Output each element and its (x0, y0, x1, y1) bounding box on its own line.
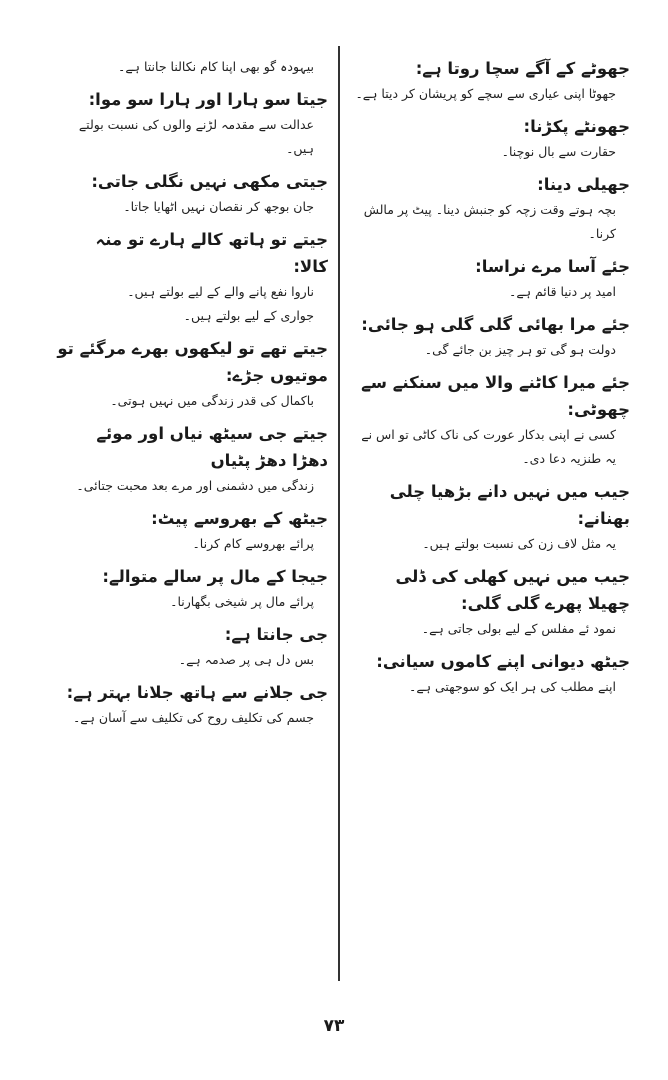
entry-heading: جیتا سو ہارا اور ہارا سو موا: (88, 90, 328, 109)
entry-definition: نمود ئے مفلس کے لیے بولی جاتی ہے۔ (421, 621, 616, 636)
page-number: ۷۳ (323, 1016, 345, 1036)
entry-definition: عدالت سے مقدمہ لڑنے والوں کی نسبت بولتے ہیں۔ (78, 117, 314, 156)
entry-heading: جئے آسا مرے نراسا: (475, 257, 630, 276)
right-column (348, 55, 630, 706)
entry (56, 563, 328, 614)
entry-heading: جیتے تھے تو لیکھوں بھرے مرگئے تو موتیوں جڑے: (57, 339, 328, 385)
entry-definition: باکمال کی قدر زندگی میں نہیں ہوتی۔ (110, 393, 314, 408)
entry-heading: جیب میں نہیں دانے بڑھیا چلی بھنانے: (389, 482, 630, 528)
entry-definition: یہ مثل لاف زن کی نسبت بولتے ہیں۔ (422, 536, 616, 551)
entry-heading: جیتی مکھی نہیں نگلی جاتی: (91, 172, 328, 191)
entry (56, 420, 328, 498)
entry-heading: جھونٹے پکڑنا: (523, 117, 630, 136)
entry-definition: امید پر دنیا قائم ہے۔ (509, 284, 616, 299)
entry-heading: جی جانتا ہے: (224, 625, 328, 644)
entry-definition: پرائے مال پر شیخی بگھارنا۔ (170, 594, 314, 609)
entry-heading: جیجا کے مال پر سالے متوالے: (102, 567, 328, 586)
entry-heading: جیٹھ کے بھروسے پیٹ: (151, 509, 328, 528)
entry-heading: جی جلانے سے ہاتھ جلانا بہتر ہے: (66, 683, 328, 702)
entry (348, 648, 630, 699)
entry (348, 563, 630, 641)
entry-definition: کسی نے اپنی بدکار عورت کی ناک کاٹی تو اس نے یہ طنزیہ دعا دی۔ (361, 427, 616, 466)
entry-heading: جھوٹے کے آگے سچا روتا ہے: (415, 59, 630, 78)
entry (56, 335, 328, 413)
entry-definition: جواری کے لیے بولتے ہیں۔ (183, 308, 314, 323)
entry (348, 171, 630, 246)
entry-definition: بچہ ہوتے وقت زچہ کو جنبش دینا۔ پیٹ پر مالش کرنا۔ (363, 202, 616, 241)
entry (348, 253, 630, 304)
entry-definition: ناروا نفع پانے والے کے لیے بولتے ہیں۔ (127, 284, 314, 299)
entry (348, 369, 630, 471)
entry-definition: زندگی میں دشمنی اور مرے بعد محبت جتائی۔ (76, 478, 314, 493)
entry (56, 679, 328, 730)
entry (56, 621, 328, 672)
entry-heading: جئے میرا کاٹنے والا میں سنکنے سے چھوٹی: (361, 373, 630, 419)
entry (348, 311, 630, 362)
entry-definition: جان بوجھ کر نقصان نہیں اٹھایا جاتا۔ (123, 199, 314, 214)
entry-definition: بس دل ہی پر صدمہ ہے۔ (178, 652, 314, 667)
entry-definition: حقارت سے بال نوچنا۔ (501, 144, 616, 159)
entry (348, 113, 630, 164)
entry (56, 168, 328, 219)
entry (348, 478, 630, 556)
entry (56, 226, 328, 328)
entry-heading: جھیلی دینا: (537, 175, 630, 194)
column-divider (338, 46, 340, 981)
entry-definition: بیہودہ گو بھی اپنا کام نکالنا جانتا ہے۔ (118, 59, 314, 74)
entry-heading: جیتے جی سیٹھ نیاں اور موئے دھڑا دھڑ پٹیاں (96, 424, 328, 470)
entry-definition: پرائے بھروسے کام کرنا۔ (192, 536, 314, 551)
entry-heading: جیتے تو ہاتھ کالے ہارے تو منہ کالا: (95, 230, 328, 276)
entry-definition: جھوٹا اپنی عیاری سے سچے کو پریشان کر دیتا ہے۔ (355, 86, 616, 101)
entry (56, 86, 328, 161)
entry (348, 55, 630, 106)
entry (56, 505, 328, 556)
entry-definition: دولت ہو گی تو ہر چیز بن جائے گی۔ (424, 342, 616, 357)
entry-heading: جیٹھ دیوانی اپنے کاموں سیانی: (376, 652, 630, 671)
entry-continuation (56, 55, 328, 79)
entry-heading: جئے مرا بھائی گلی گلی ہو جائی: (361, 315, 630, 334)
left-column (56, 55, 328, 737)
entry-definition: جسم کی تکلیف روح کی تکلیف سے آسان ہے۔ (72, 710, 314, 725)
entry-definition: اپنے مطلب کی ہر ایک کو سوجھتی ہے۔ (409, 679, 616, 694)
entry-heading: جیب میں نہیں کھلی کی ڈلی چھیلا پھرے گلی گلی: (395, 567, 630, 613)
